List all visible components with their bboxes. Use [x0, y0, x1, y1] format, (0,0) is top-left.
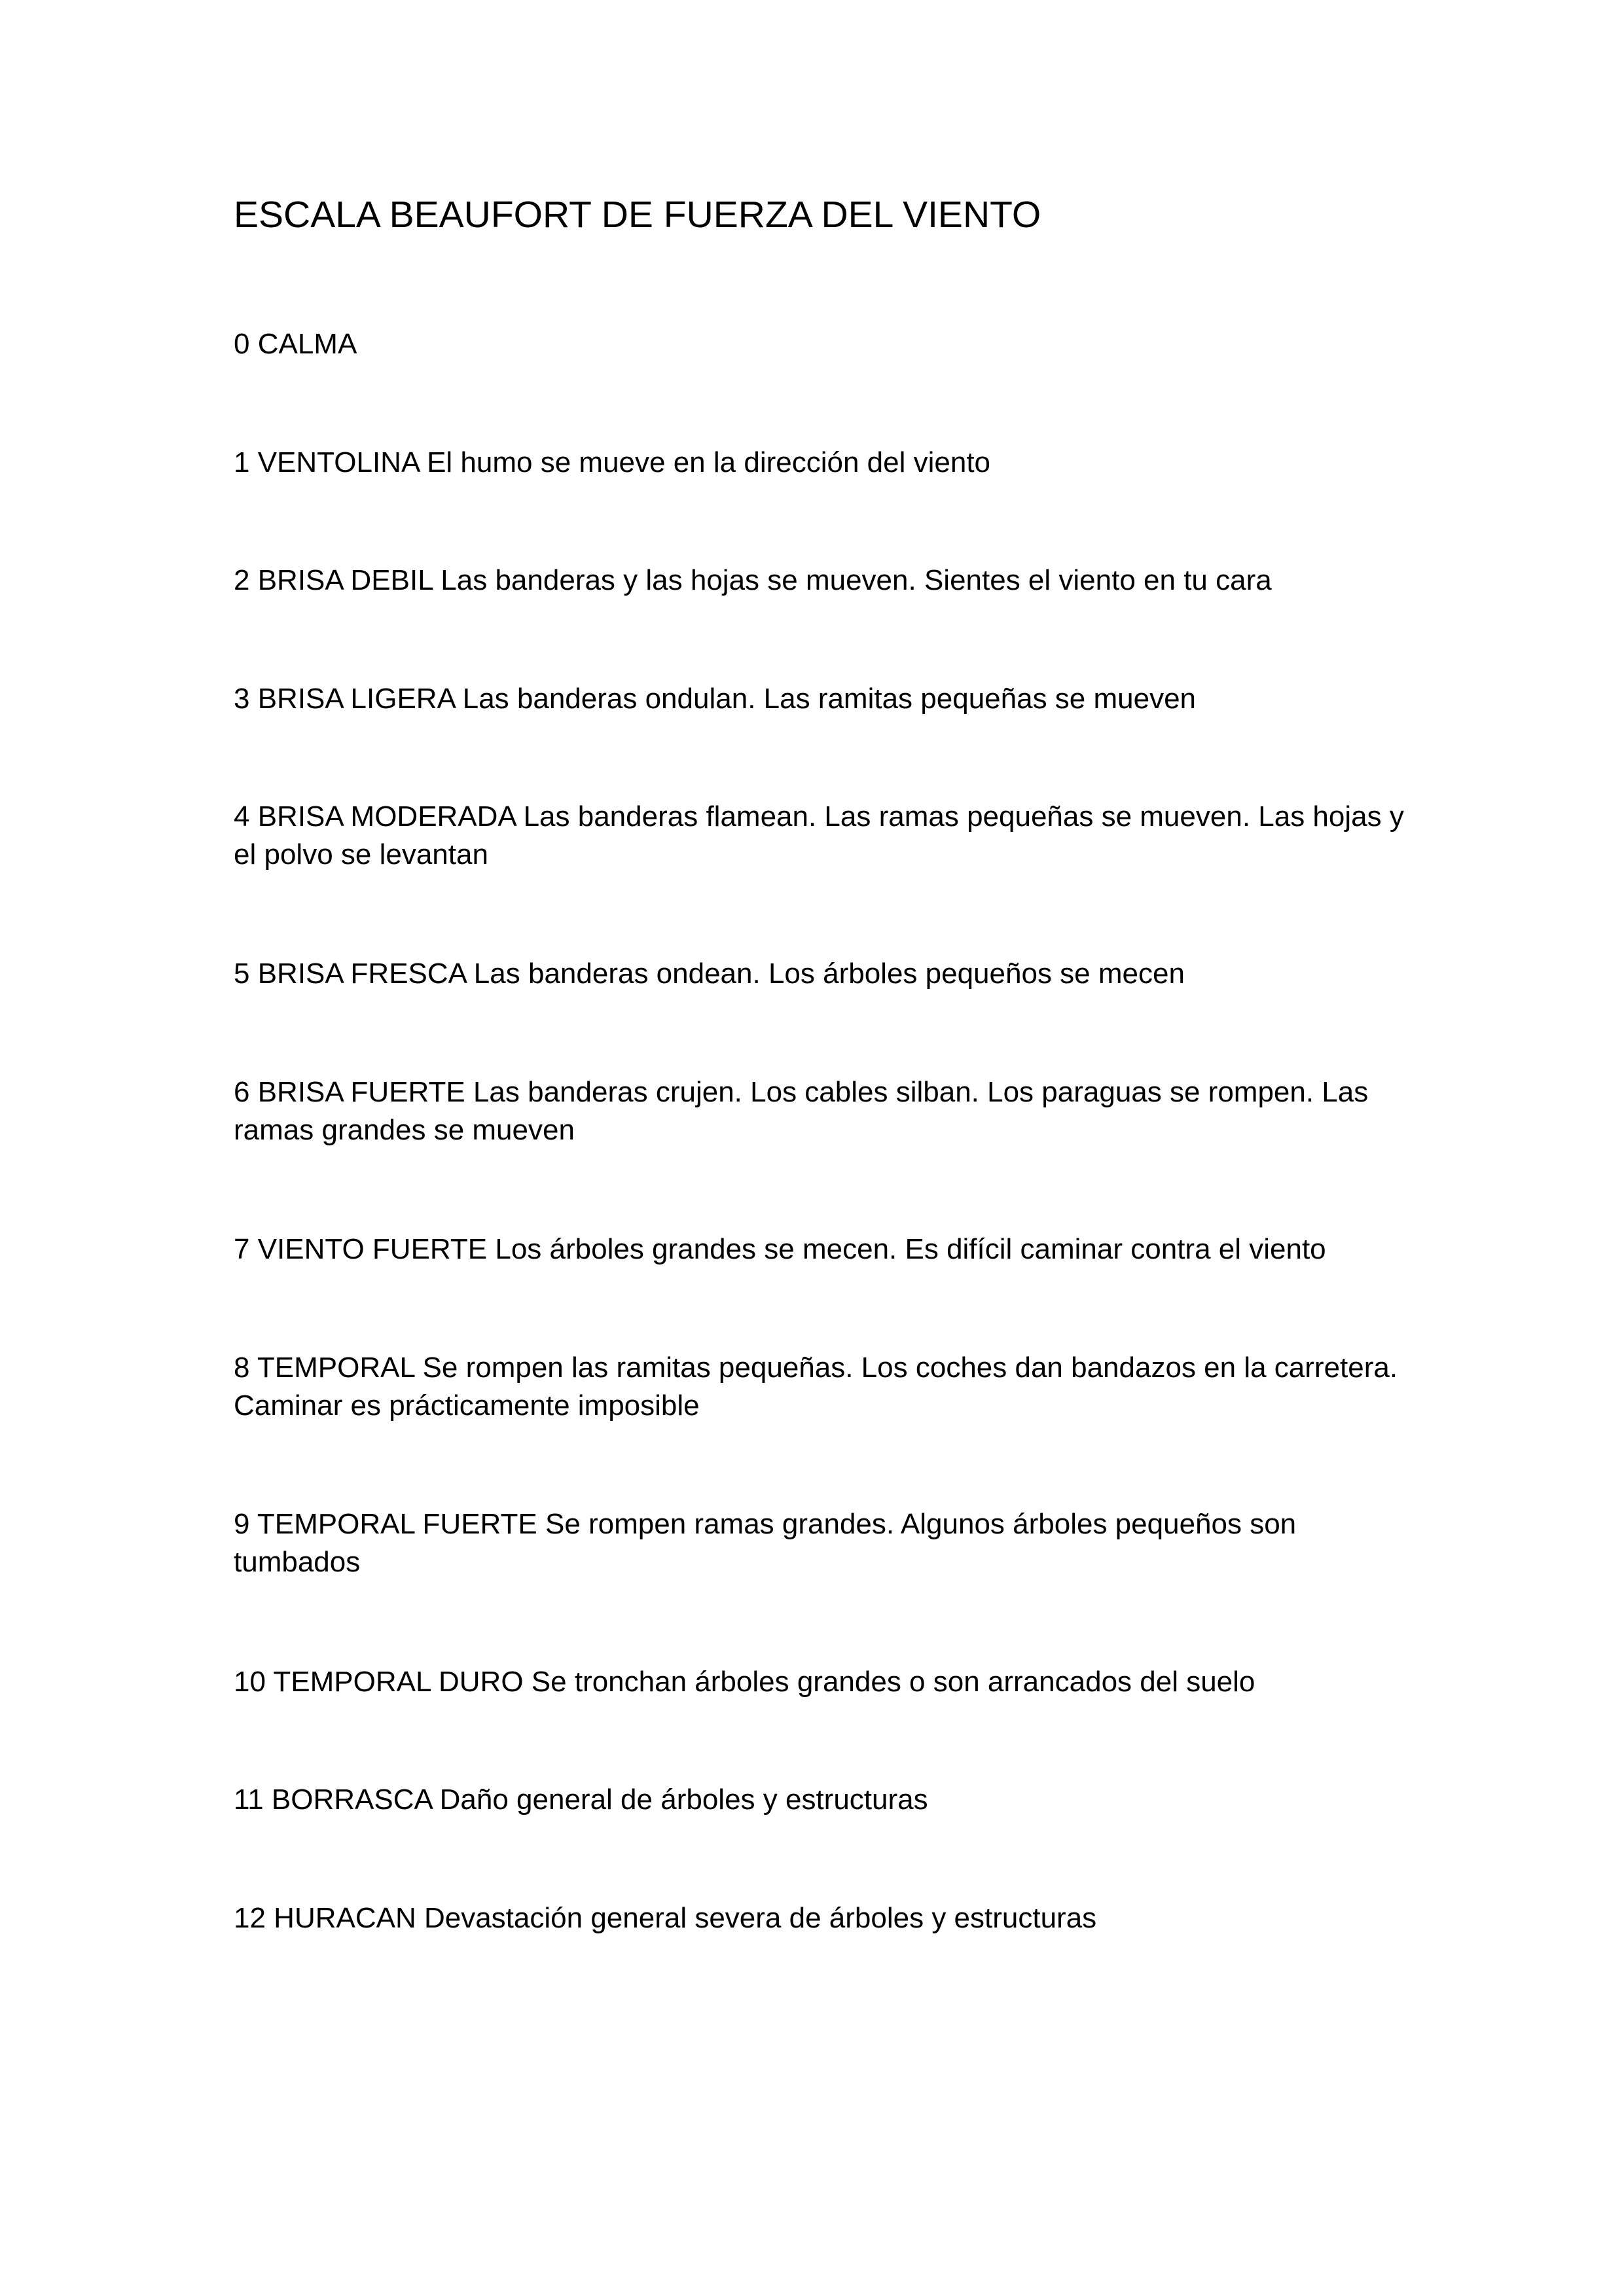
scale-entry-0: 0 CALMA: [234, 328, 357, 360]
scale-entry-10: 10 TEMPORAL DURO Se tronchan árboles grandes o son arrancados del suelo: [234, 1666, 1255, 1698]
scale-entry-12: 12 HURACAN Devastación general severa de árboles y estructuras: [234, 1902, 1097, 1934]
scale-entry-8: 8 TEMPORAL Se rompen las ramitas pequeñas. Los coches dan bandazos en la carretera. Caminar es prácticamente imposible: [234, 1352, 1398, 1422]
scale-entry-6: 6 BRISA FUERTE Las banderas crujen. Los cables silban. Los paraguas se rompen. Las ramas grandes se mueven: [234, 1076, 1369, 1146]
scale-entry-2: 2 BRISA DEBIL Las banderas y las hojas se mueven. Sientes el viento en tu cara: [234, 564, 1272, 596]
scale-entry-5: 5 BRISA FRESCA Las banderas ondean. Los árboles pequeños se mecen: [234, 958, 1185, 990]
scale-entry-4: 4 BRISA MODERADA Las banderas flamean. Las ramas pequeñas se mueven. Las hojas y el polvo se levantan: [234, 800, 1404, 870]
scale-entry-7: 7 VIENTO FUERTE Los árboles grandes se mecen. Es difícil caminar contra el viento: [234, 1233, 1326, 1265]
scale-entry-11: 11 BORRASCA Daño general de árboles y estructuras: [234, 1784, 928, 1816]
scale-entry-9: 9 TEMPORAL FUERTE Se rompen ramas grandes. Algunos árboles pequeños son tumbados: [234, 1508, 1297, 1578]
document-title: ESCALA BEAUFORT DE FUERZA DEL VIENTO: [234, 194, 1041, 236]
scale-entry-3: 3 BRISA LIGERA Las banderas ondulan. Las ramitas pequeñas se mueven: [234, 683, 1197, 715]
scale-entry-1: 1 VENTOLINA El humo se mueve en la dirección del viento: [234, 446, 991, 478]
